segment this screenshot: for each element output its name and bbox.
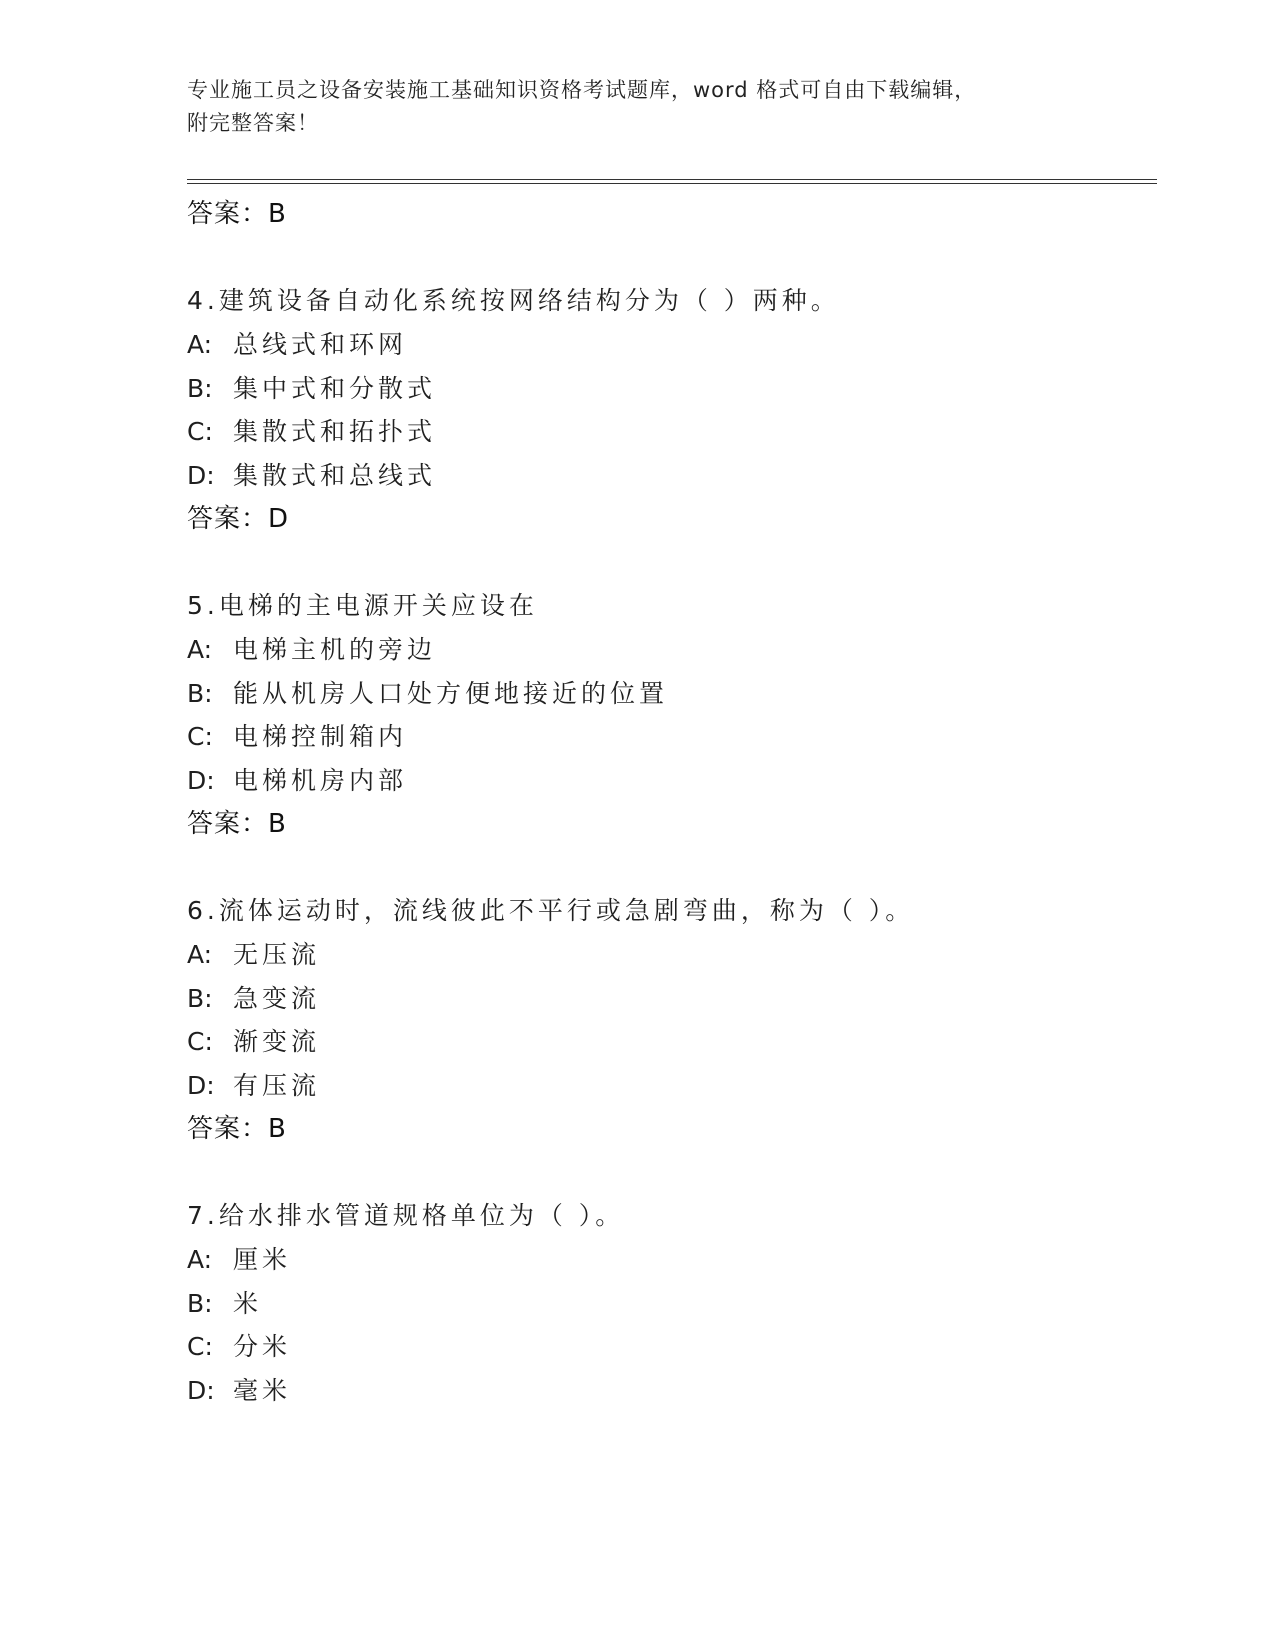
option-c: C: 集散式和拓扑式 [187,417,437,446]
question-stem: 6.流体运动时，流线彼此不平行或急剧弯曲，称为（ ）。 [187,896,915,925]
option-d: D: 有压流 [187,1071,321,1100]
answer: 答案：B [187,809,287,839]
option-d: D: 集散式和总线式 [187,461,437,490]
option-d: D: 电梯机房内部 [187,766,408,795]
option-c: C: 电梯控制箱内 [187,722,408,751]
option-a: A: 厘米 [187,1245,292,1274]
header-line-1: 专业施工员之设备安装施工基础知识资格考试题库，word 格式可自由下载编辑， [187,78,977,102]
header-line-2: 附完整答案！ [187,111,319,135]
option-d: D: 毫米 [187,1376,292,1405]
header-divider-bottom [187,183,1157,184]
option-b: B: 集中式和分散式 [187,374,437,403]
option-c: C: 渐变流 [187,1027,321,1056]
question-stem: 5.电梯的主电源开关应设在 [187,591,538,620]
question-stem: 4.建筑设备自动化系统按网络结构分为（ ）两种。 [187,286,840,315]
document-header [187,74,1087,140]
option-b: B: 能从机房人口处方便地接近的位置 [187,679,669,708]
option-a: A: 无压流 [187,940,321,969]
answer: 答案：D [187,504,290,534]
option-c: C: 分米 [187,1332,292,1361]
question-stem: 7.给水排水管道规格单位为（ ）。 [187,1201,625,1230]
previous-answer: 答案：B [187,199,287,229]
answer: 答案：B [187,1114,287,1144]
header-divider-top [187,179,1157,180]
option-a: A: 电梯主机的旁边 [187,635,437,664]
option-a: A: 总线式和环网 [187,330,408,359]
option-b: B: 急变流 [187,984,321,1013]
option-b: B: 米 [187,1289,263,1318]
